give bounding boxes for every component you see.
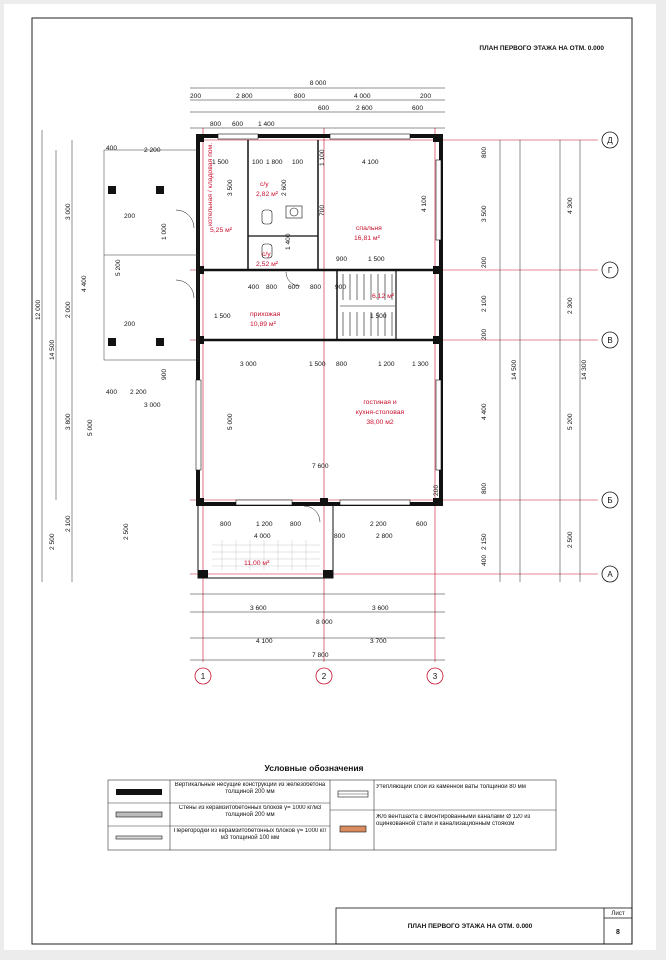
dim-bot: 2 200	[370, 521, 387, 528]
legend-item-2: Стены из керамзитобетонных блоков γ= 1000 кг/м3 толщиной 200 мм	[178, 805, 322, 819]
dim-right: 14 500	[511, 359, 518, 380]
stamp-title: ПЛАН ПЕРВОГО ЭТАЖА НА ОТМ. 0.000	[407, 923, 533, 930]
dim-in-v: 5 000	[227, 413, 234, 430]
dim-top-r3: 1 400	[258, 121, 275, 128]
legend-item-1: Вертикальные несущие конструкции из железобетона толщиной 200 мм	[174, 782, 326, 796]
dim-right: 400	[481, 554, 488, 566]
dim-bot: 8 000	[316, 619, 333, 626]
dim-left: 2 100	[65, 515, 72, 532]
axis-label-g: Г	[607, 266, 613, 275]
legend-block-wall-symbol	[116, 812, 162, 817]
legend-item-3: Перегородки из керамзитобетонных блоков γ= 1000 кг/м3 толщиной 100 мм	[173, 828, 327, 842]
dim-bot: 3 700	[370, 638, 387, 645]
dim-in: 600	[288, 284, 300, 291]
dim-bot: 4 000	[254, 533, 271, 540]
dim-in: 100	[252, 159, 264, 166]
room-living-area: 38,00 м2	[366, 419, 394, 426]
dim-left: 2 000	[65, 301, 72, 318]
dim-in: 1 500	[309, 361, 326, 368]
dim-right: 2 300	[567, 297, 574, 314]
dim-right: 14 300	[581, 359, 588, 380]
axis-label-b: Б	[607, 496, 613, 505]
room-wc2-name: с/у	[262, 251, 271, 258]
dim-in: 1 200	[378, 361, 395, 368]
dim-bot: 3 600	[372, 605, 389, 612]
dim-right: 200	[481, 256, 488, 268]
dim-right: 2 150	[481, 533, 488, 550]
dim-in: 800	[310, 284, 322, 291]
room-stair-area: 6,12 м²	[372, 293, 395, 300]
dim-ext: 2 200	[144, 147, 161, 154]
axis-label-1: 1	[200, 672, 206, 681]
axis-label-v: В	[607, 336, 613, 345]
list-label: Лист	[611, 910, 625, 917]
legend-partition-symbol	[116, 836, 162, 839]
dim-ext: 3 000	[144, 402, 161, 409]
axis-label-d: Д	[607, 136, 613, 145]
dim-in-v: 1 100	[319, 149, 326, 166]
dim-right: 3 500	[481, 205, 488, 222]
dim-in-v: 700	[319, 204, 326, 216]
axis-label-3: 3	[432, 672, 438, 681]
dim-in: 4 100	[362, 159, 379, 166]
dim-top-r3: 600	[232, 121, 244, 128]
dim-in: 3 000	[240, 361, 257, 368]
dim-in-v: 1 000	[161, 223, 168, 240]
dim-bot: 800	[290, 521, 302, 528]
dim-in-v: 2 500	[123, 523, 130, 540]
dim-bot: 2 800	[376, 533, 393, 540]
dim-left: 12 000	[35, 299, 42, 320]
dim-in-v: 3 500	[227, 179, 234, 196]
dim-bot: 800	[220, 521, 232, 528]
dim-top-r2: 600	[412, 105, 424, 112]
legend-vent-shaft-symbol	[340, 826, 366, 832]
dim-in: 1 800	[266, 159, 283, 166]
axis-label-a: А	[607, 570, 613, 579]
room-wc1-area: 2,82 м²	[256, 191, 279, 198]
dim-top-r1: 4 000	[354, 93, 371, 100]
room-porch-area: 11,00 м²	[244, 560, 270, 567]
dim-bot: 1 200	[256, 521, 273, 528]
dim-in: 1 300	[412, 361, 429, 368]
dim-ext: 400	[106, 145, 118, 152]
dim-right: 200	[433, 484, 440, 496]
dim-left: 14 500	[49, 339, 56, 360]
dim-right: 4 300	[567, 197, 574, 214]
dim-in: 1 500	[212, 159, 229, 166]
room-living-line1: гостиная и	[363, 399, 397, 406]
room-wc2-area: 2,52 м²	[256, 261, 279, 268]
room-bedroom-name: спальня	[356, 225, 382, 232]
dim-top-r3: 800	[210, 121, 222, 128]
dim-left: 3 800	[65, 413, 72, 430]
room-bedroom-area: 16,81 м²	[354, 235, 380, 242]
dim-left: 5 200	[115, 259, 122, 276]
dim-in: 800	[336, 361, 348, 368]
dim-in-v: 900	[161, 368, 168, 380]
dim-right: 5 200	[567, 413, 574, 430]
dim-in: 7 600	[312, 463, 329, 470]
dim-ext: 200	[124, 321, 136, 328]
dim-top-total: 8 000	[309, 80, 327, 87]
dim-in-v: 1 400	[285, 233, 292, 250]
dim-in: 100	[292, 159, 304, 166]
legend-title: Условные обозначения	[264, 763, 364, 773]
dim-in-v: 4 100	[421, 195, 428, 212]
legend-item-4: Утепляющий слой из каменной ваты толщиной 80 мм	[376, 784, 526, 790]
axis-label-2: 2	[321, 672, 327, 681]
dim-top-r2: 2 600	[356, 105, 373, 112]
list-number: 8	[616, 929, 620, 936]
dim-right: 800	[481, 482, 488, 494]
room-hall-name: прихожая	[250, 311, 281, 318]
dim-top-r1: 800	[294, 93, 306, 100]
dim-in: 1 500	[370, 313, 387, 320]
dim-top-r1: 200	[190, 93, 202, 100]
dim-in: 1 500	[368, 256, 385, 263]
dim-right: 2 500	[567, 531, 574, 548]
dim-in: 1 500	[214, 313, 231, 320]
room-wc1-name: с/у	[260, 181, 269, 188]
dim-right: 200	[481, 328, 488, 340]
dim-right: 2 100	[481, 295, 488, 312]
dim-in: 900	[335, 284, 347, 291]
room-boiler-label: котельная / кладовая пом.	[207, 142, 214, 226]
legend-item-5: Ж/б вентшахта с вмонтированными каналами Ø 120 из оцинкованной стали и канализационным стояком	[376, 814, 531, 828]
dim-bot: 3 600	[250, 605, 267, 612]
room-hall-area: 10,89 м²	[250, 321, 276, 328]
dim-in: 900	[336, 256, 348, 263]
dim-left: 5 000	[87, 419, 94, 436]
room-boiler-area: 5,25 м²	[210, 227, 233, 234]
dim-top-r2: 600	[318, 105, 330, 112]
dim-right: 4 400	[481, 403, 488, 420]
dim-right: 800	[481, 146, 488, 158]
room-living-line2: кухня-столовая	[355, 409, 405, 416]
dim-ext: 400	[106, 389, 118, 396]
dim-ext: 2 200	[130, 389, 147, 396]
dim-in: 400	[248, 284, 260, 291]
dim-bot: 7 800	[312, 652, 329, 659]
dim-top-r1: 200	[420, 93, 432, 100]
dim-left: 2 500	[49, 533, 56, 550]
dim-left: 3 000	[65, 203, 72, 220]
dim-ext: 200	[124, 213, 136, 220]
legend-rc-wall-symbol	[116, 789, 162, 795]
dim-bot: 4 100	[256, 638, 273, 645]
dim-left: 4 400	[81, 275, 88, 292]
dim-in-v: 2 600	[281, 179, 288, 196]
dim-bot: 800	[334, 533, 346, 540]
dim-in: 800	[266, 284, 278, 291]
dim-bot: 600	[416, 521, 428, 528]
dim-top-r1: 2 800	[236, 93, 253, 100]
top-title: ПЛАН ПЕРВОГО ЭТАЖА НА ОТМ. 0.000	[479, 45, 604, 52]
